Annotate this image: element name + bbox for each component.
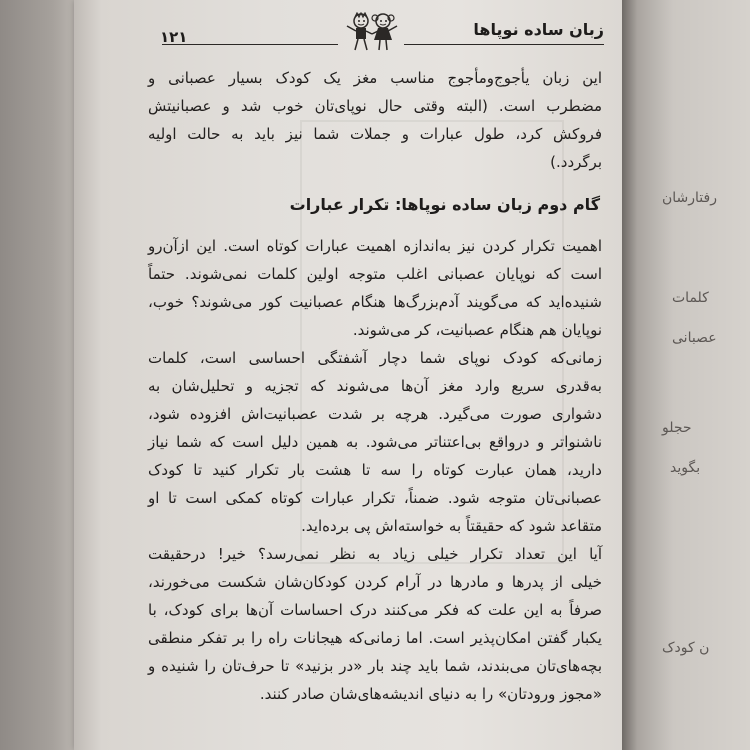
page-header bbox=[146, 12, 606, 50]
text-line: صرفاً به این علت که فکر می‌کنند درک احساسات آن‌ها برای کودک، با bbox=[148, 601, 602, 619]
next-page-fragment: عصبانی bbox=[672, 330, 717, 346]
next-page-fragment: ن کودک bbox=[662, 640, 710, 656]
text-line: آیا این تعداد تکرار خیلی زیاد به نظر نمی‌رسد؟ خیر! درحقیقت bbox=[148, 545, 602, 563]
text-line: نوپایان هم هنگام عصبانیت، کر می‌شوند. bbox=[352, 321, 602, 339]
text-line: فروکش کرد، طول عبارات و جملات شما نیز باید به حالت اولیه bbox=[148, 125, 602, 143]
text-line: «مجوز ورودتان» را به دنیای اندیشه‌های‌شان صادر کنند. bbox=[259, 685, 602, 703]
next-page-fragment: حجلو bbox=[662, 420, 692, 436]
text-line: مضطرب است. (البته وقتی حال نوپای‌تان خوب شد و عصبانیتش bbox=[148, 97, 602, 115]
header-rule bbox=[404, 44, 604, 45]
paragraph bbox=[148, 64, 602, 176]
text-line: عصبانی‌تان متوجه شود. ضمناً، تکرار عبارات کوتاه کمکی است تا او bbox=[148, 489, 602, 507]
text-line: بچه‌های‌تان می‌بندند، شما باید چند بار «در بزنید» تا حرف‌تان را شنیده و bbox=[148, 657, 602, 675]
paragraph bbox=[148, 232, 602, 344]
text-line: اهمیت تکرار کردن نیز به‌اندازه اهمیت عبارات کوتاه است. این ازآن‌رو bbox=[148, 237, 602, 255]
next-page-fragment: بگوید bbox=[670, 460, 701, 476]
paragraph bbox=[148, 344, 602, 540]
header-rule bbox=[162, 44, 338, 45]
text-line: دشواری صورت می‌گیرد. هرچه بر شدت عصبانیت‌اش افزوده شود، bbox=[148, 405, 602, 423]
text-line: شنیده‌اید که می‌گویند آدم‌بزرگ‌ها هنگام عصبانیت کور می‌شوند؟ خوب، bbox=[148, 293, 602, 311]
kids-holding-hands-icon bbox=[342, 12, 402, 52]
next-page-edge bbox=[622, 0, 750, 750]
text-line: ناشنواتر و درواقع بی‌اعتناتر می‌شود. به همین دلیل است که شما نیاز bbox=[148, 433, 602, 451]
page-number: ۱۲۱ bbox=[160, 28, 188, 46]
text-line: این زبان یأجوج‌ومأجوج مناسب مغز یک کودک بسیار عصبانی و bbox=[148, 69, 602, 87]
text-line: زمانی‌که کودک نوپای شما دچار آشفتگی احساسی است، کلمات bbox=[148, 349, 602, 367]
text-line: خیلی از پدرها و مادرها در آرام کردن کودکان‌شان شکست می‌خورند، bbox=[148, 573, 602, 591]
section-heading: گام دوم زبان ساده نوپاها: تکرار عبارات bbox=[289, 195, 600, 214]
text-line: به‌قدری سریع وارد مغز آن‌ها می‌شوند که تجزیه و تحلیل‌شان به bbox=[148, 377, 602, 395]
text-line: برگردد.) bbox=[550, 153, 602, 171]
running-title: زبان ساده نوپاها bbox=[473, 20, 604, 39]
paragraph bbox=[148, 540, 602, 708]
text-line: دارید، همان عبارت کوتاه را سه تا هشت بار تکرار کنید تا کودک bbox=[148, 461, 602, 479]
text-line: است که نوپایان عصبانی اغلب متوجه اولین کلمات نمی‌شوند. حتماً bbox=[148, 265, 602, 283]
text-line: متقاعد شود که حقیقتاً به خواسته‌اش پی برده‌اید. bbox=[301, 517, 602, 535]
next-page-fragment: رفتارشان bbox=[662, 190, 717, 206]
next-page-fragment: کلمات bbox=[672, 290, 709, 306]
text-line: یکبار گفتن امکان‌پذیر است. اما زمانی‌که هیجانات راه را بر تفکر منطقی bbox=[148, 629, 602, 647]
